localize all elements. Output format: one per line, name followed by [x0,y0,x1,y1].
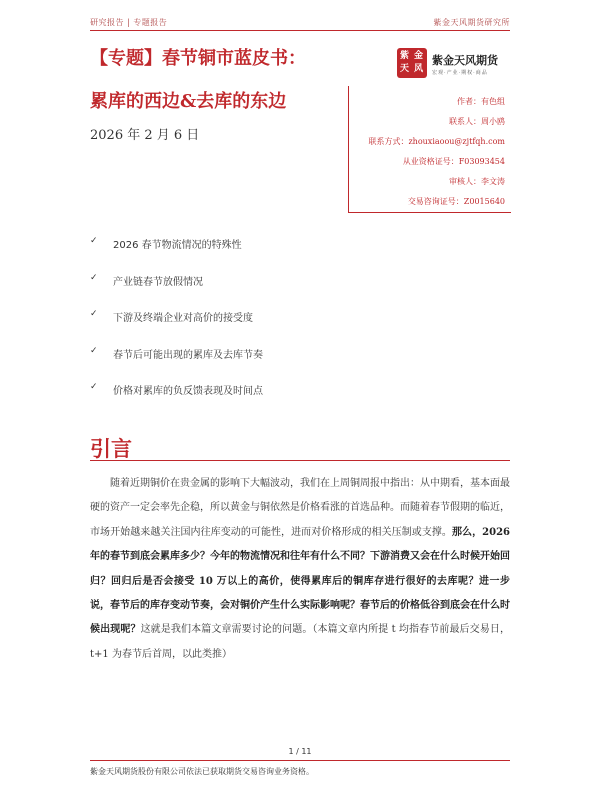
intro-text-normal-end: 这就是我们本篇文章需要讨论的问题。（本篇文章内所提 t 均指春节前最后交易日，t+1 为春节后首周，以此类推） [90,624,510,660]
report-title-line1: 【专题】春节铜市蓝皮书： [90,48,306,69]
key-points-list [90,236,510,419]
list-item: ✓ 春节后可能出现的累库及去库节奏 [90,345,263,361]
logo-company-name: 紫金天风期货 [432,54,498,67]
intro-text-normal: 随着近期铜价在贵金属的影响下大幅波动，我们在上周铜周报中指出：从中期看，基本面最硬的资产一定会率先企稳，所以黄金与铜依然是价格看涨的首选品种。而随着春节假期的临近，市场开始越来越关注国内往库变动的可能性，进而对价格形成的相关压制或支撑。 [90,478,510,538]
license-number: 从业资格证号：F03093454 [402,157,505,166]
company-logo [397,48,512,80]
header-divider [90,30,510,31]
section-divider [90,460,510,461]
contact-person: 联系人：周小鸥 [449,117,505,126]
intro-text-bold: 那么，2026 年的春节到底会累库多少？今年的物流情况和往年有什么不同？下游消费又会在什么时候开始回归？回归后是否会接受 10 万以上的高价，使得累库后的铜库存进行很好的去库呢？进一步说，春节后的库存变动节奏，会对铜价产生什么实际影响呢？春节后的价格低谷到底会在什么时候出现呢？ [90,526,510,636]
check-icon: ✓ [90,272,98,283]
footer-disclaimer: 紫金天风期货股份有限公司依法已获取期货交易咨询业务资格。 [90,767,314,776]
header-left: 研究报告 | 专题报告 [90,18,168,27]
section-heading: 引言 [90,436,132,461]
check-icon: ✓ [90,309,98,320]
author: 作者：有色组 [457,97,505,106]
footer-divider [90,760,510,761]
reviewer: 审核人：李文涛 [449,177,505,186]
list-item: ✓ 下游及终端企业对高价的接受度 [90,309,253,325]
page-number: 1 / 11 [288,747,312,756]
check-icon: ✓ [90,382,98,393]
check-icon: ✓ [90,345,98,356]
intro-paragraph [90,472,510,667]
list-item: ✓ 产业链春节放假情况 [90,272,203,288]
report-date: 2026 年 2 月 6 日 [90,128,200,143]
report-title-line2: 累库的西边&去库的东边 [90,91,287,112]
check-icon: ✓ [90,236,98,246]
consult-license-number: 交易咨询证号：Z0015640 [407,197,505,206]
contact-email: 联系方式：zhouxiaoou@zjtfqh.com [368,137,505,146]
logo-slogan: 宏观·产业·期权·商品 [432,70,488,76]
list-item: ✓ 价格对累库的负反馈表现及时间点 [90,382,263,398]
contact-info-box [348,86,511,213]
header-right: 紫金天风期货研究所 [433,18,510,27]
list-item: ✓ 2026 春节物流情况的特殊性 [90,236,242,251]
logo-mark-icon: 紫 金 天 风 [397,48,427,78]
